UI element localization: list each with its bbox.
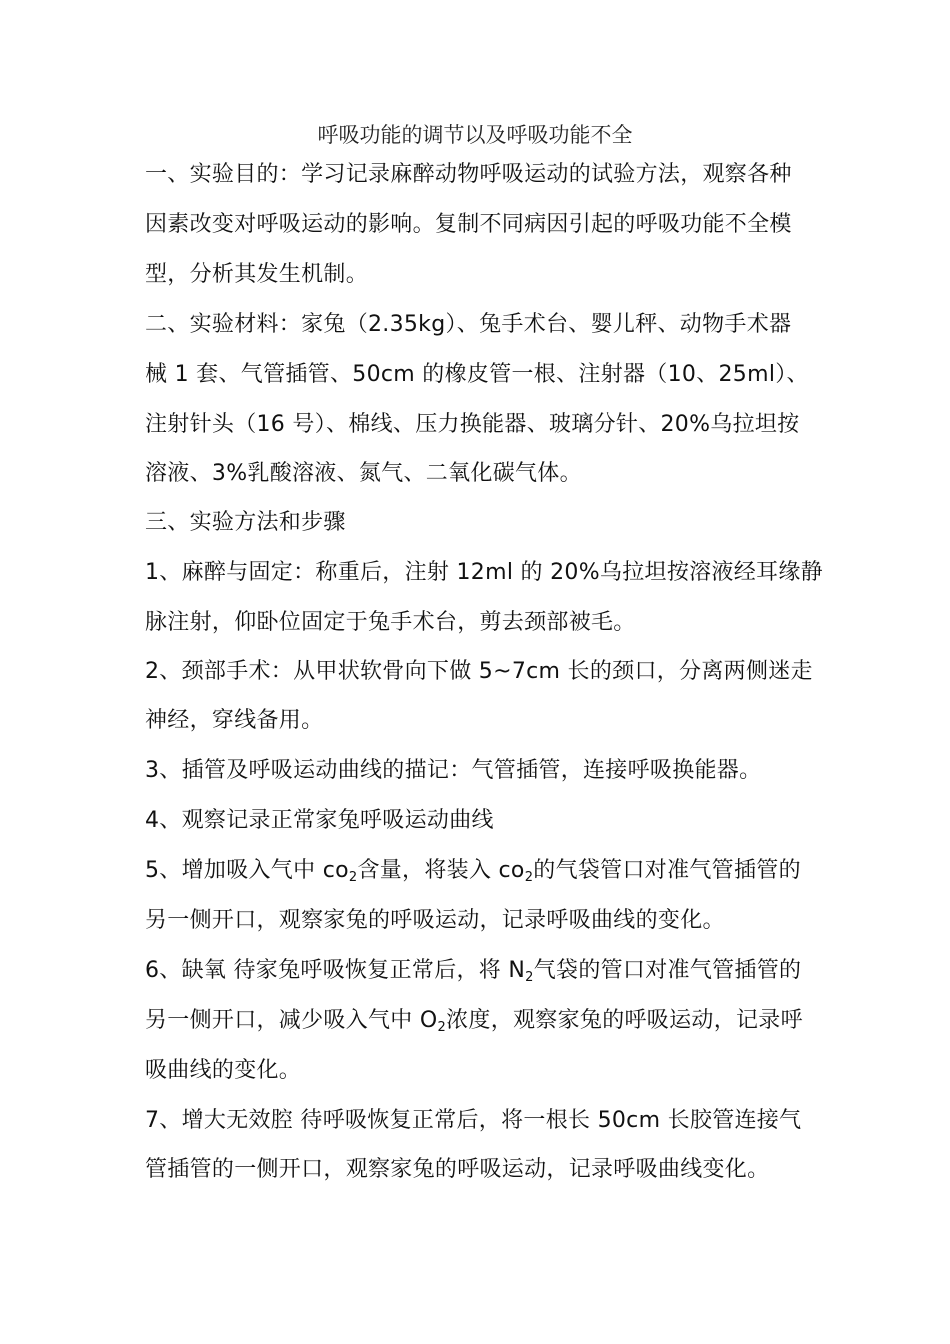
text-line: 4、观察记录正常家兔呼吸运动曲线 <box>145 808 494 833</box>
text-segment: 浓度，观察家兔的呼吸运动，记录呼 <box>446 1008 803 1033</box>
subscript: 2 <box>525 970 534 985</box>
subscript: 2 <box>524 870 534 885</box>
text-line: 7、增大无效腔 待呼吸恢复正常后，将一根长 50cm 长胶管连接气 <box>145 1108 802 1133</box>
text-line: 械 1 套、气管插管、50cm 的橡皮管一根、注射器（10、25ml）、 <box>145 362 809 387</box>
text-line <box>145 956 825 986</box>
text-line: 一、实验目的：学习记录麻醉动物呼吸运动的试验方法，观察各种 <box>145 162 792 187</box>
section-heading: 三、实验方法和步骤 <box>145 510 346 535</box>
text-line: 型，分析其发生机制。 <box>145 262 369 287</box>
text-line: 脉注射，仰卧位固定于兔手术台，剪去颈部被毛。 <box>145 610 636 635</box>
text-segment: 气袋的管口对准气管插管的 <box>533 958 802 983</box>
text-line <box>145 1006 825 1036</box>
text-segment: 6、缺氧 待家兔呼吸恢复正常后，将 N <box>145 958 526 983</box>
text-segment: 另一侧开口，减少吸入气中 O <box>145 1008 438 1033</box>
text-line: 溶液、3%乳酸溶液、氮气、二氧化碳气体。 <box>145 461 582 486</box>
text-line: 管插管的一侧开口，观察家兔的呼吸运动，记录呼吸曲线变化。 <box>145 1157 770 1182</box>
text-line: 另一侧开口，观察家兔的呼吸运动，记录呼吸曲线的变化。 <box>145 908 725 933</box>
text-line: 神经，穿线备用。 <box>145 708 324 733</box>
text-line: 二、实验材料：家兔（2.35kg）、兔手术台、婴儿秤、动物手术器 <box>145 312 792 337</box>
text-segment: 的气袋管口对准气管插管的 <box>533 858 801 883</box>
subscript: 2 <box>348 870 358 885</box>
text-line: 1、麻醉与固定：称重后，注射 12ml 的 20%乌拉坦按溶液经耳缘静 <box>145 560 823 585</box>
text-line <box>145 856 825 886</box>
document-title: 呼吸功能的调节以及呼吸功能不全 <box>317 123 633 147</box>
subscript: 2 <box>437 1020 447 1035</box>
text-line: 2、颈部手术：从甲状软骨向下做 5~7cm 长的颈口，分离两侧迷走 <box>145 659 813 684</box>
text-line: 因素改变对呼吸运动的影响。复制不同病因引起的呼吸功能不全模 <box>145 212 792 237</box>
text-segment: 5、增加吸入气中 co <box>145 858 349 883</box>
text-line: 3、插管及呼吸运动曲线的描记：气管插管，连接呼吸换能器。 <box>145 758 762 783</box>
text-line: 注射针头（16 号）、棉线、压力换能器、玻璃分针、20%乌拉坦按 <box>145 412 800 437</box>
text-segment: 含量，将装入 co <box>357 858 525 883</box>
text-line: 吸曲线的变化。 <box>145 1058 302 1083</box>
